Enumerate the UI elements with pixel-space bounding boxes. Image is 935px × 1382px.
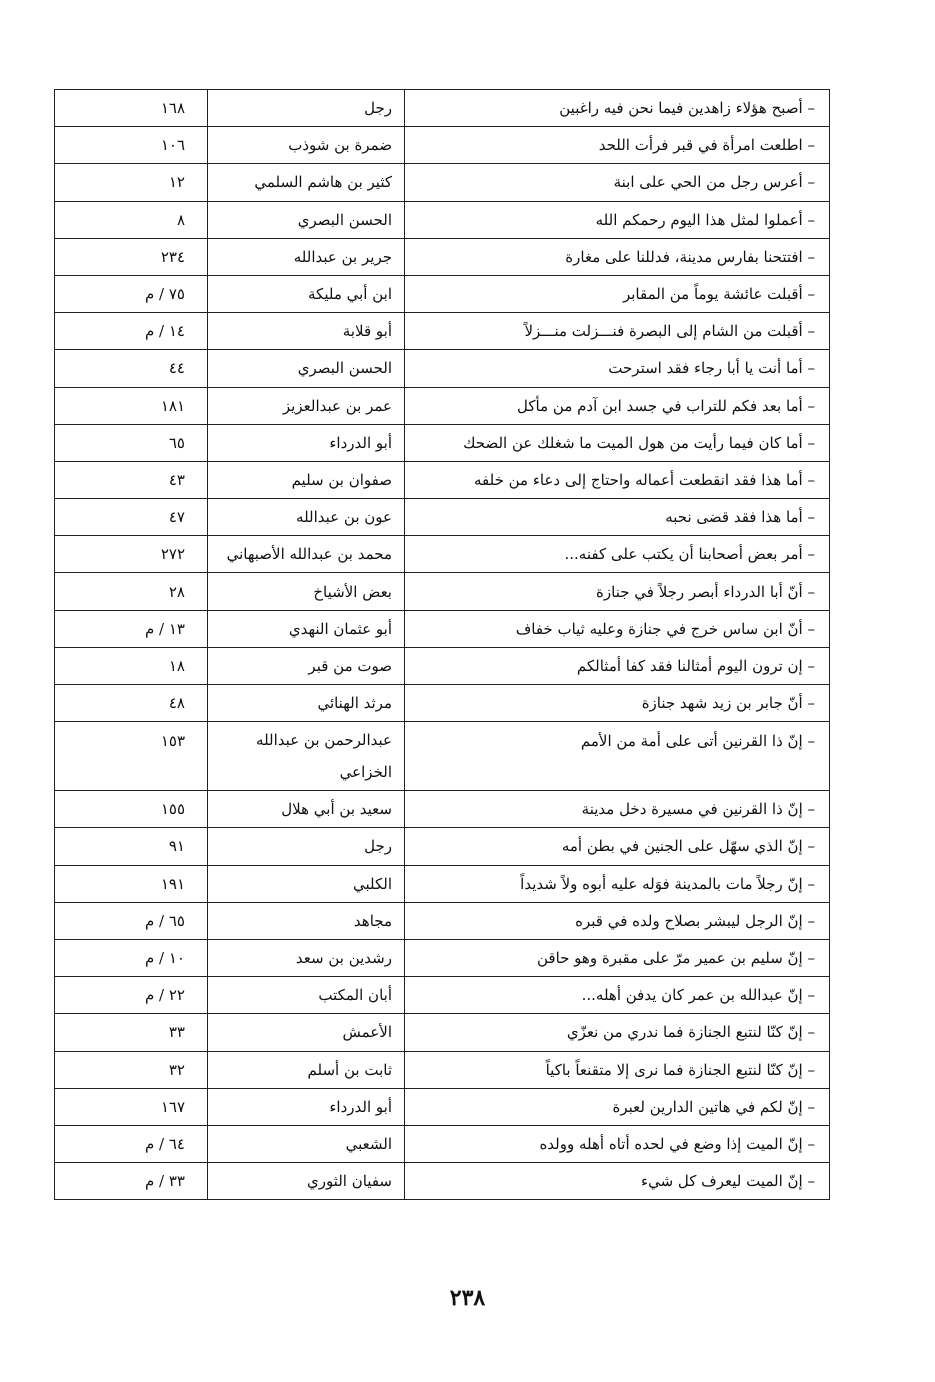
table-row xyxy=(55,1163,830,1200)
table-row xyxy=(55,828,830,865)
table-row xyxy=(55,164,830,201)
saying-cell: – إنّ الرجل ليبشر بصلاح ولده في قبره xyxy=(405,902,830,939)
table-row xyxy=(55,685,830,722)
page-ref-cell: ٧٥ / م xyxy=(55,275,208,312)
saying-cell: – إنّ الذي سهّل على الجنين في بطن أمه xyxy=(405,828,830,865)
saying-cell: – إنّ سليم بن عمير مرّ على مقبرة وهو حاقن xyxy=(405,939,830,976)
page-ref-cell: ٤٣ xyxy=(55,461,208,498)
saying-cell: – إنّ كنّا لنتبع الجنازة فما ندري من نعزّي xyxy=(405,1014,830,1051)
saying-cell: – أقبلت من الشام إلى البصرة فنـــزلت منـــزلاً xyxy=(405,313,830,350)
table-row xyxy=(55,1051,830,1088)
speaker-cell: رجل xyxy=(208,90,405,127)
page-ref-cell: ٩١ xyxy=(55,828,208,865)
speaker-cell: أبو الدرداء xyxy=(208,1088,405,1125)
speaker-cell: كثير بن هاشم السلمي xyxy=(208,164,405,201)
saying-cell: – إنّ ذا القرنين في مسيرة دخل مدينة xyxy=(405,791,830,828)
table-row xyxy=(55,424,830,461)
saying-cell: – اطلعت امرأة في قبر فرأت اللحد xyxy=(405,127,830,164)
speaker-cell: عبدالرحمن بن عبدالله الخزاعي xyxy=(208,722,405,791)
speaker-cell: الشعبي xyxy=(208,1125,405,1162)
speaker-cell: عمر بن عبدالعزيز xyxy=(208,387,405,424)
page-ref-cell: ١٥٣ xyxy=(55,722,208,791)
saying-cell: – أعرس رجل من الحي على ابنة xyxy=(405,164,830,201)
speaker-cell: الكلبي xyxy=(208,865,405,902)
table-row xyxy=(55,201,830,238)
table-row xyxy=(55,127,830,164)
page-ref-cell: ١٦٨ xyxy=(55,90,208,127)
saying-cell: – أما هذا فقد قضى نحبه xyxy=(405,499,830,536)
page-ref-cell: ٣٢ xyxy=(55,1051,208,1088)
page-ref-cell: ١٥٥ xyxy=(55,791,208,828)
saying-cell: – افتتحنا بفارس مدينة، فدللنا على مغارة xyxy=(405,238,830,275)
speaker-cell: صوت من قبر xyxy=(208,647,405,684)
saying-cell: – إنّ رجلاً مات بالمدينة فوَله عليه أبوه ولاً شديداً xyxy=(405,865,830,902)
table-row xyxy=(55,275,830,312)
page-ref-cell: ٦٥ xyxy=(55,424,208,461)
speaker-cell: صفوان بن سليم xyxy=(208,461,405,498)
saying-cell: – أمر بعض أصحابنا أن يكتب على كفنه... xyxy=(405,536,830,573)
speaker-cell: محمد بن عبدالله الأصبهاني xyxy=(208,536,405,573)
page-ref-cell: ٤٤ xyxy=(55,350,208,387)
page-ref-cell: ١٩١ xyxy=(55,865,208,902)
table-row xyxy=(55,1014,830,1051)
speaker-cell: عون بن عبدالله xyxy=(208,499,405,536)
page-ref-cell: ٤٧ xyxy=(55,499,208,536)
table-row xyxy=(55,350,830,387)
page-ref-cell: ١٨ xyxy=(55,647,208,684)
page-ref-cell: ٨ xyxy=(55,201,208,238)
speaker-cell: ضمرة بن شوذب xyxy=(208,127,405,164)
page-ref-cell: ٤٨ xyxy=(55,685,208,722)
table-row xyxy=(55,461,830,498)
saying-cell: – إنّ الميت ليعرف كل شيء xyxy=(405,1163,830,1200)
table-row xyxy=(55,865,830,902)
saying-cell: – أنّ ابن ساس خرج في جنازة وعليه ثياب خفاف xyxy=(405,610,830,647)
page-ref-cell: ٣٣ xyxy=(55,1014,208,1051)
speaker-cell: أبان المكتب xyxy=(208,977,405,1014)
speaker-cell: بعض الأشياخ xyxy=(208,573,405,610)
saying-cell: – إن ترون اليوم أمثالنا فقد كفا أمثالكم xyxy=(405,647,830,684)
speaker-cell: أبو الدرداء xyxy=(208,424,405,461)
table-row xyxy=(55,536,830,573)
speaker-cell: رجل xyxy=(208,828,405,865)
page-ref-cell: ٢٢ / م xyxy=(55,977,208,1014)
page-ref-cell: ١٣ / م xyxy=(55,610,208,647)
saying-cell: – أنّ أبا الدرداء أبصر رجلاً في جنازة xyxy=(405,573,830,610)
index-body xyxy=(55,90,830,1200)
page-ref-cell: ٢٧٢ xyxy=(55,536,208,573)
table-row xyxy=(55,977,830,1014)
page-ref-cell: ١٢ xyxy=(55,164,208,201)
saying-cell: – أما بعد فكم للتراب في جسد ابن آدم من مأكل xyxy=(405,387,830,424)
saying-cell: – أقبلت عائشة يوماً من المقابر xyxy=(405,275,830,312)
table-row xyxy=(55,647,830,684)
saying-cell: – إنّ ذا القرنين أتى على أمة من الأمم xyxy=(405,722,830,791)
speaker-cell: ابن أبي مليكة xyxy=(208,275,405,312)
speaker-cell: الأعمش xyxy=(208,1014,405,1051)
speaker-cell: سفيان الثوري xyxy=(208,1163,405,1200)
page-ref-cell: ١٨١ xyxy=(55,387,208,424)
table-row xyxy=(55,387,830,424)
speaker-cell: الحسن البصري xyxy=(208,350,405,387)
table-row xyxy=(55,939,830,976)
saying-cell: – إنّ لكم في هاتين الدارين لعبرة xyxy=(405,1088,830,1125)
table-row xyxy=(55,90,830,127)
page-ref-cell: ١٤ / م xyxy=(55,313,208,350)
page-ref-cell: ١٠٦ xyxy=(55,127,208,164)
table-row xyxy=(55,313,830,350)
saying-cell: – أنّ جابر بن زيد شهد جنازة xyxy=(405,685,830,722)
saying-cell: – أما هذا فقد انقطعت أعماله واحتاج إلى دعاء من خلفه xyxy=(405,461,830,498)
speaker-cell: أبو قلابة xyxy=(208,313,405,350)
table-row xyxy=(55,902,830,939)
table-row xyxy=(55,791,830,828)
page-ref-cell: ١٠ / م xyxy=(55,939,208,976)
saying-cell: – أعملوا لمثل هذا اليوم رحمكم الله xyxy=(405,201,830,238)
speaker-cell: سعيد بن أبي هلال xyxy=(208,791,405,828)
page-number: ٢٣٨ xyxy=(449,1285,486,1311)
table-row xyxy=(55,238,830,275)
speaker-cell: مجاهد xyxy=(208,902,405,939)
saying-cell: – إنّ الميت إذا وضع في لحده أتاه أهله وولده xyxy=(405,1125,830,1162)
table-row xyxy=(55,610,830,647)
speaker-cell: جرير بن عبدالله xyxy=(208,238,405,275)
speaker-cell: ثابت بن أسلم xyxy=(208,1051,405,1088)
table-row xyxy=(55,499,830,536)
saying-cell: – إنّ كنّا لنتبع الجنازة فما نرى إلا متقنعاً باكياً xyxy=(405,1051,830,1088)
table-row xyxy=(55,1125,830,1162)
page-ref-cell: ٦٤ / م xyxy=(55,1125,208,1162)
saying-cell: – إنّ عبدالله بن عمر كان يدفن أهله... xyxy=(405,977,830,1014)
table-row xyxy=(55,573,830,610)
page-ref-cell: ٦٥ / م xyxy=(55,902,208,939)
speaker-cell: أبو عثمان النهدي xyxy=(208,610,405,647)
page-ref-cell: ١٦٧ xyxy=(55,1088,208,1125)
speaker-cell: رشدين بن سعد xyxy=(208,939,405,976)
page-ref-cell: ٢٨ xyxy=(55,573,208,610)
table-row xyxy=(55,1088,830,1125)
page-ref-cell: ٣٣ / م xyxy=(55,1163,208,1200)
page-ref-cell: ٢٣٤ xyxy=(55,238,208,275)
speaker-cell: الحسن البصري xyxy=(208,201,405,238)
saying-cell: – أصبح هؤلاء زاهدين فيما نحن فيه راغبين xyxy=(405,90,830,127)
index-table xyxy=(54,89,830,1200)
saying-cell: – أما أنت يا أبا رجاء فقد استرحت xyxy=(405,350,830,387)
speaker-cell: مرثد الهنائي xyxy=(208,685,405,722)
saying-cell: – أما كان فيما رأيت من هول الميت ما شغلك عن الضحك xyxy=(405,424,830,461)
table-row xyxy=(55,722,830,791)
